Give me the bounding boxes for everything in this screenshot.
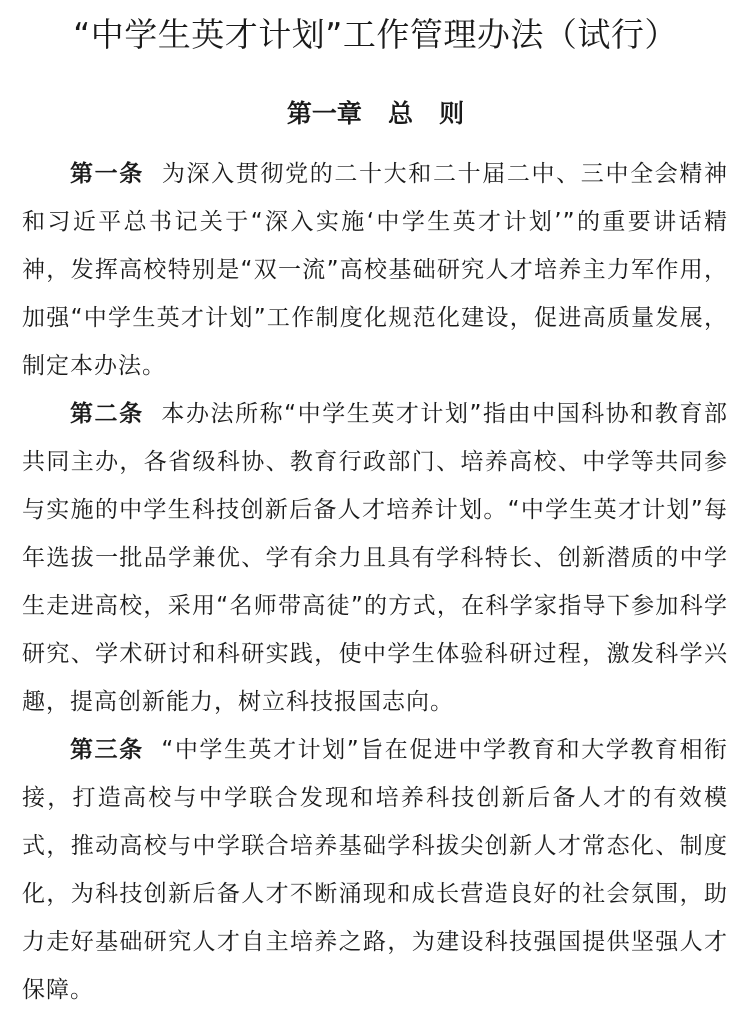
article-2-text: 本办法所称“中学生英才计划”指由中国科协和教育部共同主办，各省级科协、教育行政部门、培养高校、中学等共同参与实施的中学生科技创新后备人才培养计划。“中学生英才计划”每年选拔一批品学兼优、学有余力且具有学科特长、创新潜质的中学生走进高校，采用“名师带高徒”的方式，在科学家指导下参加科学研究、学术研讨和科研实践，使中学生体验科研过程，激发科学兴趣，提高创新能力，树立科技报国志向。 (22, 401, 728, 715)
chapter-heading: 第一章 总 则 (286, 99, 465, 128)
document-body (22, 150, 728, 1014)
article-1-heading: 第一条 (70, 161, 144, 187)
article-2-heading: 第二条 (70, 401, 144, 427)
article-1-text: 为深入贯彻党的二十大和二十届二中、三中全会精神和习近平总书记关于“深入实施‘中学生英才计划’”的重要讲话精神，发挥高校特别是“双一流”高校基础研究人才培养主力军作用，加强“中学生英才计划”工作制度化规范化建设，促进高质量发展，制定本办法。 (22, 161, 729, 379)
article-3-heading: 第三条 (70, 737, 144, 763)
article-2 (22, 390, 728, 726)
article-3 (22, 726, 728, 1014)
article-3-text: “中学生英才计划”旨在促进中学教育和大学教育相衔接，打造高校与中学联合发现和培养科技创新后备人才的有效模式，推动高校与中学联合培养基础学科拔尖创新人才常态化、制度化，为科技创新后备人才不断涌现和成长营造良好的社会氛围，助力走好基础研究人才自主培养之路，为建设科技强国提供坚强人才保障。 (22, 737, 728, 1003)
document-title: “中学生英才计划”工作管理办法（试行） (73, 15, 678, 54)
article-1 (22, 150, 728, 390)
